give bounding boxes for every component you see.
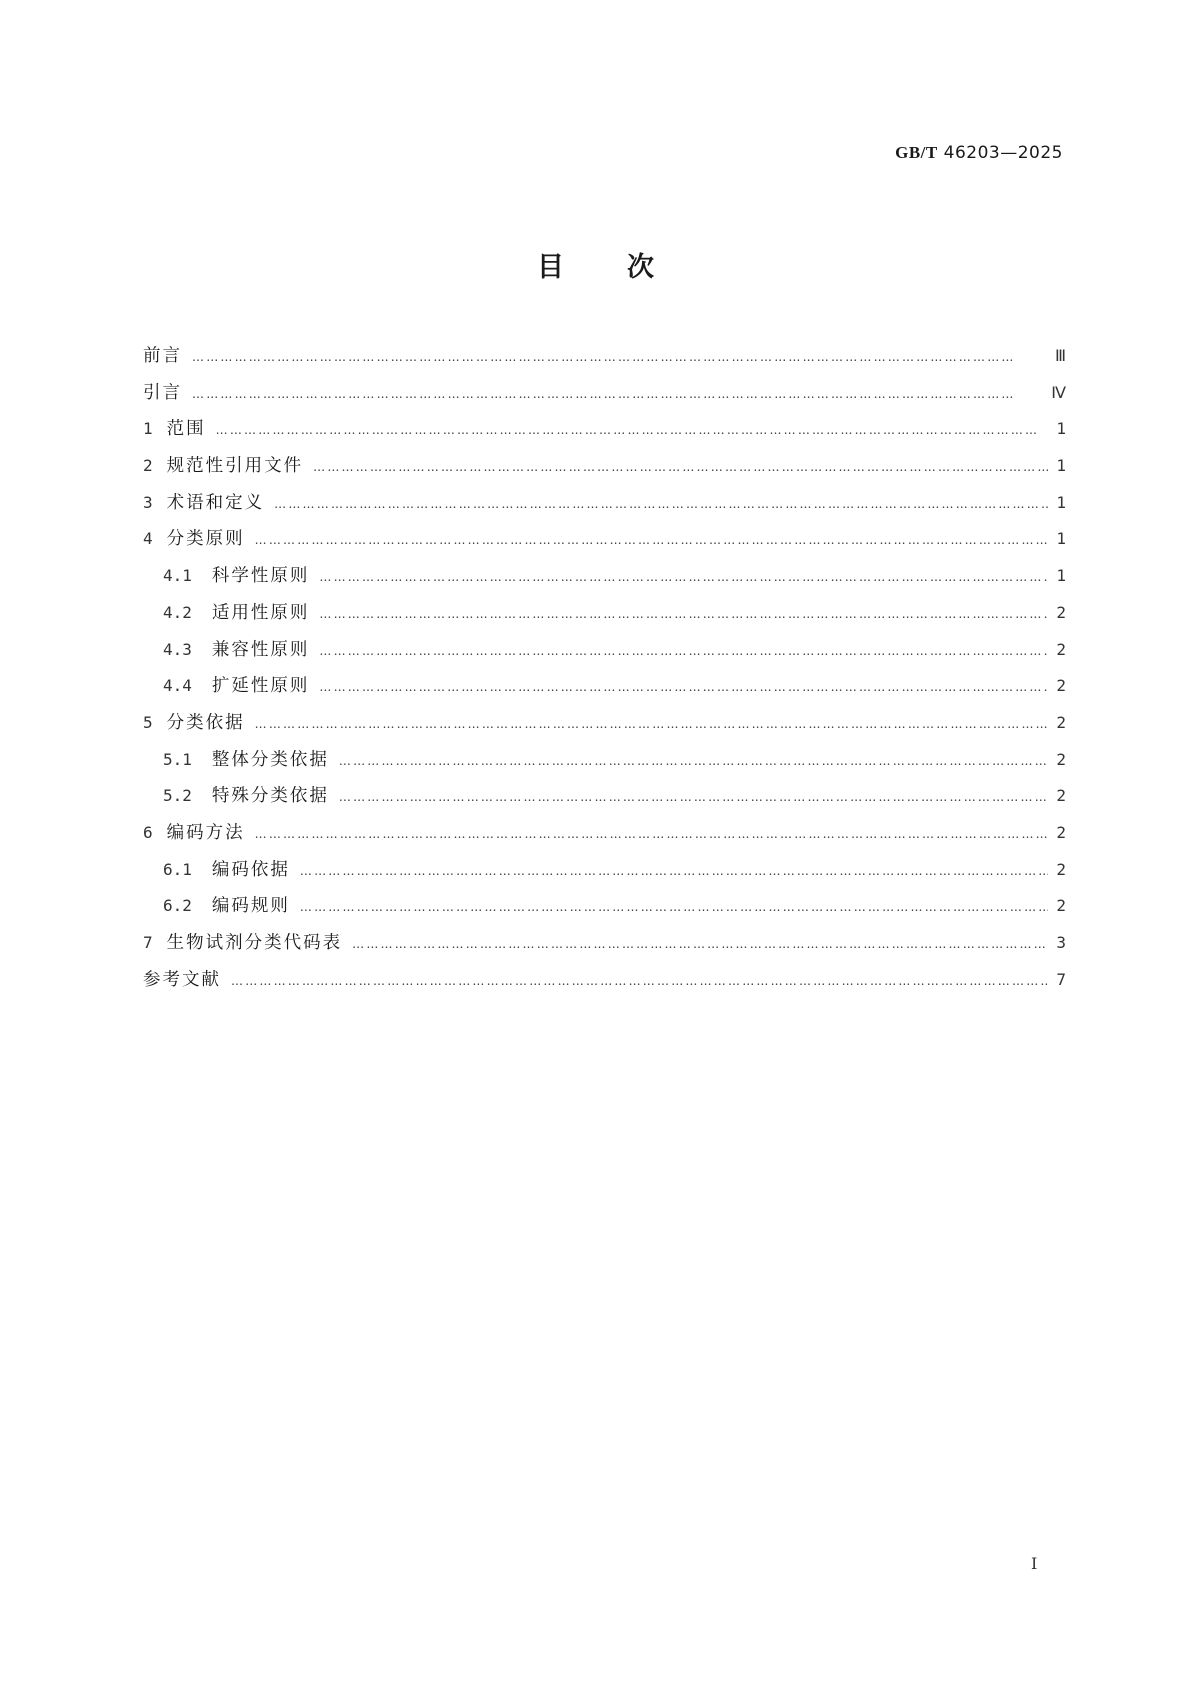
toc-dot-leader [300, 864, 1048, 878]
toc-entry-number: 6 [143, 822, 153, 842]
toc-entry-number: 5 [143, 712, 153, 732]
toc-entry-title: 分类依据 [166, 712, 245, 733]
toc-entry-title: 兼容性原则 [211, 639, 310, 660]
toc-entry-title: 扩延性原则 [211, 676, 310, 697]
toc-entry-title: 编码规则 [211, 896, 290, 917]
toc-entry-title: 参考文献 [143, 969, 221, 990]
toc-entry[interactable] [143, 966, 1066, 1003]
toc-entry-title: 规范性引用文件 [166, 456, 304, 477]
toc-dot-leader [255, 533, 1048, 547]
toc-entry-title: 分类原则 [166, 529, 245, 550]
toc-entry-page: 2 [1056, 786, 1066, 806]
toc-entry-page: 2 [1056, 676, 1066, 696]
toc-entry-title: 编码方法 [166, 822, 245, 843]
toc-entry-page: 1 [1056, 529, 1066, 549]
toc-entry[interactable] [143, 892, 1066, 929]
toc-entry-page: 7 [1056, 969, 1066, 989]
toc-entry-number: 3 [143, 492, 153, 512]
standard-prefix: GB/T [895, 143, 938, 162]
toc-dot-leader [255, 717, 1048, 731]
toc-dot-leader [216, 423, 1048, 437]
toc-dot-leader [319, 680, 1048, 694]
footer-page-number: I [1031, 1554, 1038, 1573]
table-of-contents [143, 342, 1066, 1002]
toc-entry-page: Ⅲ [1054, 346, 1066, 365]
toc-entry-title: 整体分类依据 [211, 749, 329, 770]
toc-dot-leader [192, 387, 1045, 401]
toc-entry[interactable] [143, 342, 1066, 379]
toc-entry-title: 适用性原则 [211, 602, 310, 623]
toc-dot-leader [319, 570, 1048, 584]
toc-entry-title: 科学性原则 [211, 566, 310, 587]
toc-entry[interactable] [143, 415, 1066, 452]
toc-entry[interactable] [143, 562, 1066, 599]
toc-entry-page: 2 [1056, 712, 1066, 732]
title-char-1: 目 [537, 252, 564, 283]
toc-entry-page: 3 [1056, 933, 1066, 952]
toc-entry-number: 7 [143, 933, 153, 952]
toc-entry-number: 5.1 [163, 749, 192, 769]
toc-entry-number: 4 [143, 529, 153, 549]
toc-entry[interactable] [143, 929, 1066, 966]
toc-entry-title: 特殊分类依据 [211, 786, 329, 807]
toc-entry-number: 4.1 [163, 566, 192, 586]
toc-entry-title: 引言 [143, 382, 182, 403]
toc-entry-page: Ⅳ [1051, 382, 1066, 402]
toc-entry-page: 1 [1056, 456, 1066, 476]
toc-entry-number: 5.2 [163, 786, 192, 806]
toc-entry[interactable] [143, 599, 1066, 636]
toc-entry-page: 2 [1056, 822, 1066, 842]
toc-entry-title: 编码依据 [211, 859, 290, 880]
page-title [0, 245, 1191, 284]
toc-entry-number: 4.2 [163, 602, 192, 622]
toc-entry[interactable] [143, 452, 1066, 489]
toc-dot-leader [255, 827, 1048, 841]
toc-entry[interactable] [143, 782, 1066, 819]
toc-entry[interactable] [143, 746, 1066, 783]
toc-dot-leader [192, 350, 1048, 364]
toc-entry-page: 2 [1056, 602, 1066, 622]
toc-entry-page: 1 [1056, 492, 1066, 512]
toc-entry[interactable] [143, 819, 1066, 856]
toc-entry-number: 4.3 [163, 639, 192, 659]
toc-entry-number: 1 [143, 419, 153, 439]
toc-dot-leader [352, 937, 1048, 951]
title-char-2: 次 [627, 252, 654, 283]
toc-dot-leader [339, 790, 1048, 804]
toc-dot-leader [339, 754, 1048, 768]
toc-dot-leader [319, 607, 1048, 621]
toc-entry-page: 2 [1056, 859, 1066, 879]
toc-dot-leader [319, 644, 1048, 658]
toc-entry[interactable] [143, 489, 1066, 526]
toc-dot-leader [300, 900, 1048, 914]
toc-entry-number: 4.4 [163, 676, 192, 696]
toc-entry[interactable] [143, 636, 1066, 673]
toc-entry[interactable] [143, 709, 1066, 746]
toc-entry-page: 2 [1056, 896, 1066, 916]
toc-entry[interactable] [143, 379, 1066, 416]
toc-entry-title: 术语和定义 [166, 492, 265, 513]
toc-entry[interactable] [143, 525, 1066, 562]
toc-entry[interactable] [143, 672, 1066, 709]
standard-number [895, 143, 1063, 163]
toc-entry-page: 1 [1056, 419, 1066, 439]
toc-entry-page: 1 [1056, 566, 1066, 586]
toc-entry-title: 范围 [166, 419, 206, 440]
toc-entry-number: 6.2 [163, 896, 192, 916]
toc-entry-title: 生物试剂分类代码表 [166, 933, 343, 953]
toc-dot-leader [313, 460, 1048, 474]
toc-entry-page: 2 [1056, 639, 1066, 659]
toc-entry-page: 2 [1056, 749, 1066, 769]
toc-entry-title: 前言 [143, 346, 182, 366]
toc-dot-leader [274, 497, 1048, 511]
standard-code: 46203—2025 [943, 143, 1063, 163]
toc-entry-number: 2 [143, 456, 153, 476]
toc-entry[interactable] [143, 856, 1066, 893]
toc-entry-number: 6.1 [163, 859, 192, 879]
toc-dot-leader [231, 974, 1048, 988]
